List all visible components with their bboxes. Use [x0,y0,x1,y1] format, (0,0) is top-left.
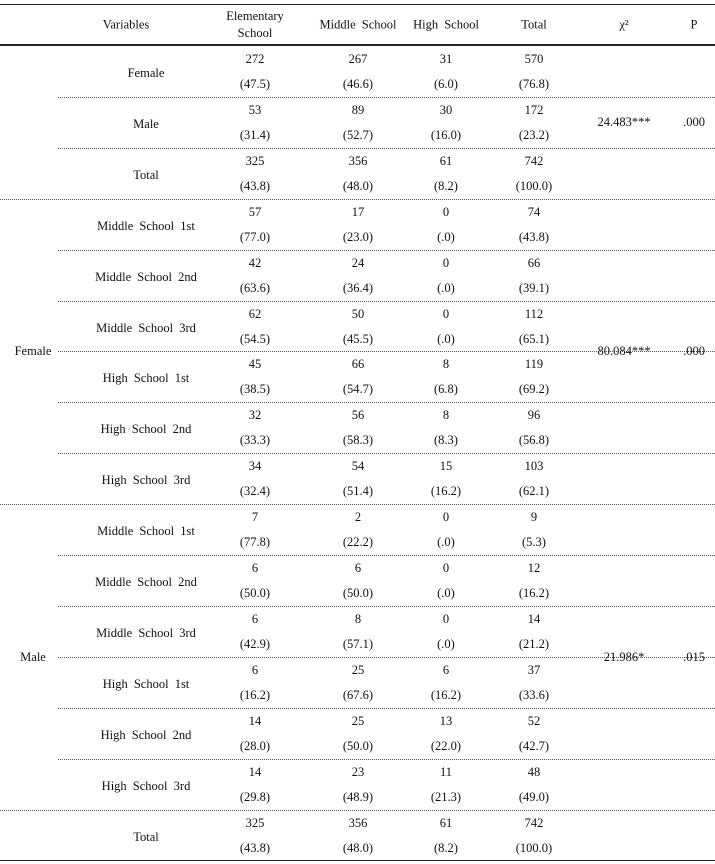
percent-cell: (23.2) [518,127,550,142]
row-separator [58,759,715,760]
percent-cell: (57.1) [342,636,374,651]
count-cell: 74 [527,204,541,219]
percent-cell: (32.4) [239,483,271,498]
count-cell: 30 [439,102,453,117]
count-cell: 56 [351,408,365,423]
count-cell: 6 [354,560,362,575]
percent-cell: (56.8) [518,433,550,448]
header-p: P [690,17,698,32]
count-cell: 42 [248,255,262,270]
header-chi-square: χ² [619,17,629,32]
count-cell: 2 [354,509,362,524]
row-separator [58,148,715,149]
row-separator [58,402,715,403]
percent-cell: (.0) [437,229,455,244]
percent-cell: (42.7) [518,738,550,753]
count-cell: 570 [524,51,544,66]
row-label: Female [127,65,165,80]
count-cell: 25 [351,662,365,677]
count-cell: 8 [442,408,450,423]
percent-cell: (49.0) [518,789,550,804]
row-separator [58,453,715,454]
count-cell: 742 [524,153,544,168]
percent-cell: (6.0) [434,76,458,91]
percent-cell: (52.7) [342,127,374,142]
percent-cell: (33.6) [518,687,550,702]
p-value: .000 [683,115,705,130]
row-label: Middle School 3rd [96,320,196,335]
percent-cell: (67.6) [342,687,374,702]
percent-cell: (50.0) [342,585,374,600]
percent-cell: (.0) [437,636,455,651]
count-cell: 0 [442,255,450,270]
percent-cell: (63.6) [239,280,271,295]
percent-cell: (8.3) [434,433,458,448]
count-cell: 172 [524,102,544,117]
header-middle: Middle School [319,17,397,32]
count-cell: 325 [245,815,265,830]
header-variables: Variables [102,17,150,32]
table-top-rule [0,4,715,5]
percent-cell: (38.5) [239,382,271,397]
percent-cell: (6.8) [434,382,458,397]
count-cell: 61 [439,815,453,830]
count-cell: 17 [351,204,365,219]
percent-cell: (29.8) [239,789,271,804]
percent-cell: (31.4) [239,127,271,142]
percent-cell: (48.0) [342,840,374,855]
percent-cell: (.0) [437,331,455,346]
percent-cell: (22.0) [430,738,462,753]
count-cell: 8 [442,357,450,372]
percent-cell: (8.2) [434,178,458,193]
percent-cell: (5.3) [522,534,546,549]
count-cell: 31 [439,51,453,66]
count-cell: 12 [527,560,541,575]
percent-cell: (69.2) [518,382,550,397]
row-label: Middle School 1st [97,523,195,538]
table-bottom-rule [0,860,715,861]
count-cell: 0 [442,204,450,219]
count-cell: 15 [439,458,453,473]
count-cell: 66 [527,255,541,270]
count-cell: 52 [527,713,541,728]
count-cell: 66 [351,357,365,372]
header-bottom-rule [0,44,715,46]
row-label: Middle School 2nd [95,269,197,284]
row-label: High School 3rd [101,472,191,487]
count-cell: 119 [524,357,544,372]
count-cell: 325 [245,153,265,168]
section-separator [0,504,715,505]
count-cell: 48 [527,764,541,779]
section-separator [0,810,715,811]
count-cell: 25 [351,713,365,728]
count-cell: 0 [442,560,450,575]
percent-cell: (39.1) [518,280,550,295]
percent-cell: (21.2) [518,636,550,651]
percent-cell: (100.0) [515,840,553,855]
count-cell: 50 [351,306,365,321]
count-cell: 14 [527,611,541,626]
count-cell: 7 [251,509,259,524]
header-high: High School [413,17,479,32]
count-cell: 32 [248,408,262,423]
row-label: Male [133,116,159,131]
count-cell: 14 [248,764,262,779]
percent-cell: (16.0) [430,127,462,142]
percent-cell: (54.5) [239,331,271,346]
percent-cell: (.0) [437,534,455,549]
chi-square-value: 21.986* [603,649,645,664]
percent-cell: (21.3) [430,789,462,804]
count-cell: 37 [527,662,541,677]
row-label: High School 2nd [100,727,192,742]
count-cell: 24 [351,255,365,270]
percent-cell: (16.2) [430,687,462,702]
percent-cell: (16.2) [430,483,462,498]
percent-cell: (46.6) [342,76,374,91]
chi-square-value: 80.084*** [597,344,651,359]
section-separator [0,199,715,200]
group-label: Female [14,344,52,359]
count-cell: 62 [248,306,262,321]
row-label: Middle School 2nd [95,574,197,589]
percent-cell: (23.0) [342,229,374,244]
count-cell: 14 [248,713,262,728]
percent-cell: (76.8) [518,76,550,91]
percent-cell: (58.3) [342,433,374,448]
count-cell: 53 [248,102,262,117]
percent-cell: (62.1) [518,483,550,498]
percent-cell: (42.9) [239,636,271,651]
count-cell: 6 [251,662,259,677]
percent-cell: (43.8) [518,229,550,244]
count-cell: 96 [527,408,541,423]
percent-cell: (8.2) [434,840,458,855]
percent-cell: (50.0) [239,585,271,600]
count-cell: 11 [439,764,453,779]
percent-cell: (100.0) [515,178,553,193]
count-cell: 267 [348,51,368,66]
row-label: Middle School 3rd [96,625,196,640]
row-separator [58,250,715,251]
count-cell: 89 [351,102,365,117]
percent-cell: (43.8) [239,840,271,855]
percent-cell: (22.2) [342,534,374,549]
percent-cell: (16.2) [239,687,271,702]
count-cell: 356 [348,153,368,168]
count-cell: 23 [351,764,365,779]
percent-cell: (16.2) [518,585,550,600]
row-label: High School 1st [102,676,190,691]
row-label: High School 1st [102,371,190,386]
percent-cell: (43.8) [239,178,271,193]
chi-square-value: 24.483*** [597,115,651,130]
percent-cell: (54.7) [342,382,374,397]
row-label: Total [133,167,159,182]
row-separator [58,708,715,709]
p-value: .015 [683,649,705,664]
percent-cell: (48.0) [342,178,374,193]
percent-cell: (36.4) [342,280,374,295]
count-cell: 45 [248,357,262,372]
count-cell: 6 [442,662,450,677]
row-separator [58,555,715,556]
count-cell: 9 [530,509,538,524]
row-separator [58,97,715,98]
header-elementary: Elementary School [226,9,284,40]
count-cell: 0 [442,306,450,321]
count-cell: 0 [442,611,450,626]
count-cell: 54 [351,458,365,473]
percent-cell: (28.0) [239,738,271,753]
count-cell: 112 [524,306,544,321]
row-separator [58,606,715,607]
row-label: High School 3rd [101,778,191,793]
count-cell: 272 [245,51,265,66]
percent-cell: (77.0) [239,229,271,244]
percent-cell: (33.3) [239,433,271,448]
count-cell: 6 [251,560,259,575]
row-label: Total [133,829,159,844]
percent-cell: (.0) [437,280,455,295]
count-cell: 57 [248,204,262,219]
percent-cell: (47.5) [239,76,271,91]
row-separator [58,301,715,302]
count-cell: 356 [348,815,368,830]
p-value: .000 [683,344,705,359]
header-total: Total [521,17,547,32]
count-cell: 742 [524,815,544,830]
percent-cell: (50.0) [342,738,374,753]
percent-cell: (65.1) [518,331,550,346]
group-label: Male [20,649,46,664]
percent-cell: (.0) [437,585,455,600]
row-label: Middle School 1st [97,218,195,233]
percent-cell: (45.5) [342,331,374,346]
count-cell: 103 [524,458,544,473]
count-cell: 34 [248,458,262,473]
percent-cell: (77.8) [239,534,271,549]
count-cell: 61 [439,153,453,168]
percent-cell: (48.9) [342,789,374,804]
count-cell: 6 [251,611,259,626]
percent-cell: (51.4) [342,483,374,498]
count-cell: 13 [439,713,453,728]
count-cell: 0 [442,509,450,524]
row-label: High School 2nd [100,422,192,437]
count-cell: 8 [354,611,362,626]
